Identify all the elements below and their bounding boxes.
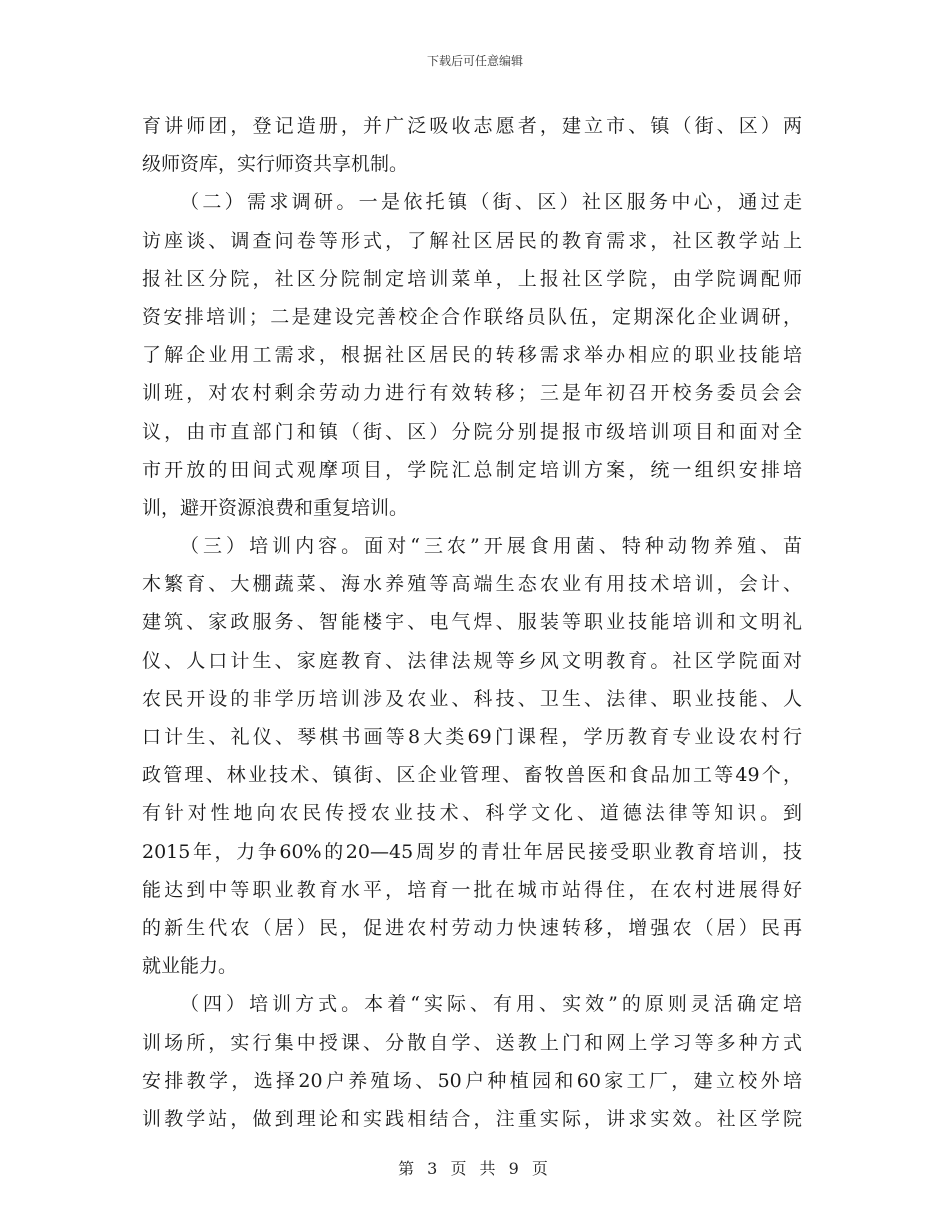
body-text-line: （二）需求调研。一是依托镇（街、区）社区服务中心，通过走: [180, 191, 802, 214]
body-text-line: 报社区分院，社区分院制定培训菜单，上报社区学院，由学院调配师: [142, 267, 802, 290]
body-text-line: 政管理、林业技术、镇街、区企业管理、畜牧兽医和食品加工等49个，: [142, 764, 802, 787]
body-text-line: 能达到中等职业教育水平，培育一批在城市站得住，在农村进展得好: [142, 878, 802, 901]
body-text-line: 训班，对农村剩余劳动力进行有效转移；三是年初召开校务委员会会: [142, 382, 802, 405]
body-text-line: 训，避开资源浪费和重复培训。: [142, 496, 409, 519]
body-text-line: 就业能力。: [142, 955, 238, 978]
body-text-line: 育讲师团，登记造册，并广泛吸收志愿者，建立市、镇（街、区）两: [142, 115, 802, 137]
body-text-line: 的新生代农（居）民，促进农村劳动力快速转移，增强农（居）民再: [142, 916, 802, 939]
body-text-line: 有针对性地向农民传授农业技术、科学文化、道德法律等知识。到: [142, 802, 802, 825]
body-text-line: 木繁育、大棚蔬菜、海水养殖等高端生态农业有用技术培训，会计、: [142, 573, 802, 596]
body-text-line: 训教学站，做到理论和实践相结合，注重实际，讲求实效。社区学院: [142, 1107, 802, 1130]
body-text-line: 安排教学，选择20户养殖场、50户种植园和60家工厂，建立校外培: [142, 1069, 802, 1092]
body-text-line: 训场所，实行集中授课、分散自学、送教上门和网上学习等多种方式: [142, 1031, 802, 1054]
page-header: 下载后可任意编辑: [426, 54, 523, 68]
body-text-line: 2015年，力争60%的20—45周岁的青壮年居民接受职业教育培训，技: [142, 840, 802, 863]
body-text-line: 访座谈、调查问卷等形式，了解社区居民的教育需求，社区教学站上: [142, 229, 802, 252]
body-text-line: 农民开设的非学历培训涉及农业、科技、卫生、法律、职业技能、人: [142, 687, 802, 710]
body-text-line: 仪、人口计生、家庭教育、法律法规等乡风文明教育。社区学院面对: [142, 649, 802, 672]
document-body: [142, 107, 802, 1138]
body-text-line: 了解企业用工需求，根据社区居民的转移需求举办相应的职业技能培: [142, 344, 802, 367]
page-number-footer: 第 3 页 共 9 页: [398, 1159, 552, 1178]
body-text-line: （三）培训内容。面对“三农”开展食用菌、特种动物养殖、苗: [180, 535, 802, 558]
body-text-line: 资安排培训；二是建设完善校企合作联络员队伍，定期深化企业调研，: [142, 305, 802, 328]
body-text-line: 议，由市直部门和镇（街、区）分院分别提报市级培训项目和面对全: [142, 420, 802, 443]
body-text-line: 级师资库，实行师资共享机制。: [142, 153, 409, 176]
body-text-line: 口计生、礼仪、琴棋书画等8大类69门课程，学历教育专业设农村行: [142, 726, 802, 748]
body-text-line: 建筑、家政服务、智能楼宇、电气焊、服装等职业技能培训和文明礼: [142, 611, 802, 634]
body-text-line: 市开放的田间式观摩项目，学院汇总制定培训方案，统一组织安排培: [142, 458, 802, 481]
body-text-line: （四）培训方式。本着“实际、有用、实效”的原则灵活确定培: [180, 993, 802, 1016]
